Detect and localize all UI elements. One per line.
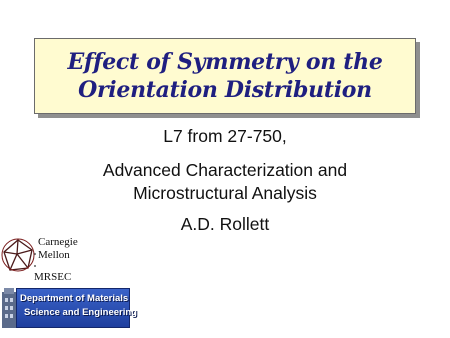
- mrsec-text: MRSEC: [34, 271, 72, 283]
- subtitle-line-2: Microstructural Analysis: [133, 183, 317, 203]
- author-line: A.D. Rollett: [180, 214, 270, 234]
- title-box: [34, 38, 416, 114]
- cmu-carnegie-text: Carnegie: [38, 236, 78, 248]
- cmu-mellon-text: Mellon: [38, 249, 70, 261]
- subtitle-line-1: Advanced Characterization and: [102, 160, 348, 180]
- title-line-1: Effect of Symmetry on the: [67, 49, 383, 75]
- dept-line-1: Department of Materials: [20, 293, 129, 304]
- title-line-2: Orientation Distribution: [78, 77, 372, 103]
- course-line: L7 from 27-750,: [163, 126, 287, 146]
- dept-line-2: Science and Engineering: [24, 307, 137, 318]
